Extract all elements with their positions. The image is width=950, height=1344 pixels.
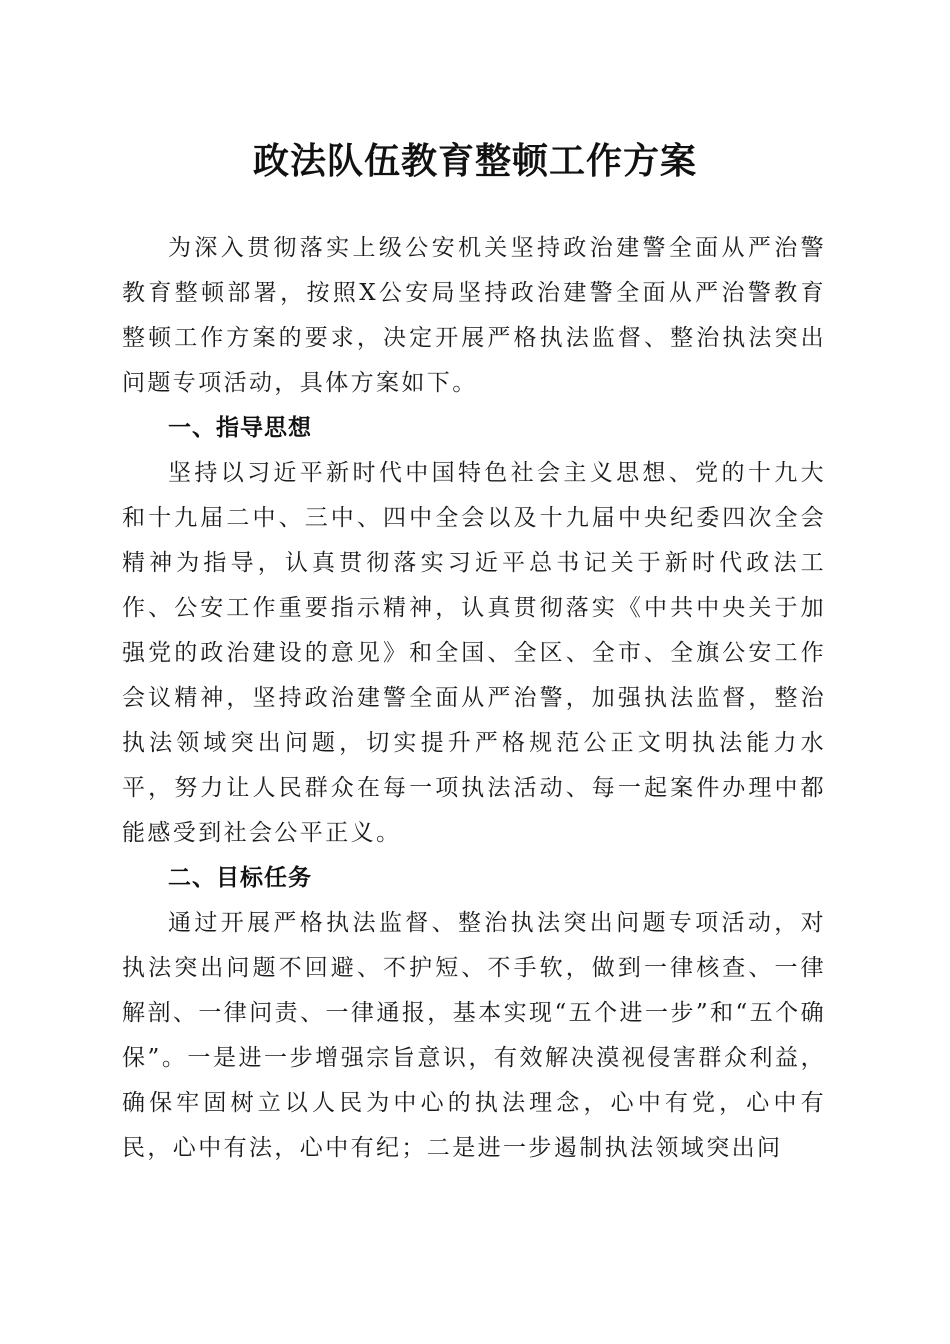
guiding-ideology-paragraph: 坚持以习近平新时代中国特色社会主义思想、党的十九大和十九届二中、三中、四中全会以及十九届中央纪委四次全会精神为指导，认真贯彻落实习近平总书记关于新时代政法工作、公安工作重要指示精神，认真贯彻落实《中共中央关于加强党的政治建设的意见》和全国、全区、全市、全旗公安工作会议精神，坚持政治建警全面从严治警，加强执法监督，整治执法领域突出问题，切实提升严格规范公正文明执法能力水平，努力让人民群众在每一项执法活动、每一起案件办理中都能感受到社会公平正义。 <box>122 460 826 846</box>
intro-paragraph: 为深入贯彻落实上级公安机关坚持政治建警全面从严治警教育整顿部署，按照X公安局坚持政治建警全面从严治警教育整顿工作方案的要求，决定开展严格执法监督、整治执法突出问题专项活动，具体方案如下。 <box>122 235 826 396</box>
goals-tasks-paragraph: 通过开展严格执法监督、整治执法突出问题专项活动，对执法突出问题不回避、不护短、不手软，做到一律核查、一律解剖、一律问责、一律通报，基本实现“五个进一步”和“五个确保”。一是进一步增强宗旨意识，有效解决漠视侵害群众利益，确保牢固树立以人民为中心的执法理念，心中有党，心中有民，心中有法，心中有纪；二是进一步遏制执法领域突出问 <box>122 910 826 1161</box>
section-heading-guiding-ideology: 一、指导思想 <box>168 415 312 441</box>
document-title: 政法队伍教育整顿工作方案 <box>252 140 697 182</box>
section-heading-goals-tasks: 二、目标任务 <box>168 865 312 891</box>
document-body <box>122 226 826 1171</box>
